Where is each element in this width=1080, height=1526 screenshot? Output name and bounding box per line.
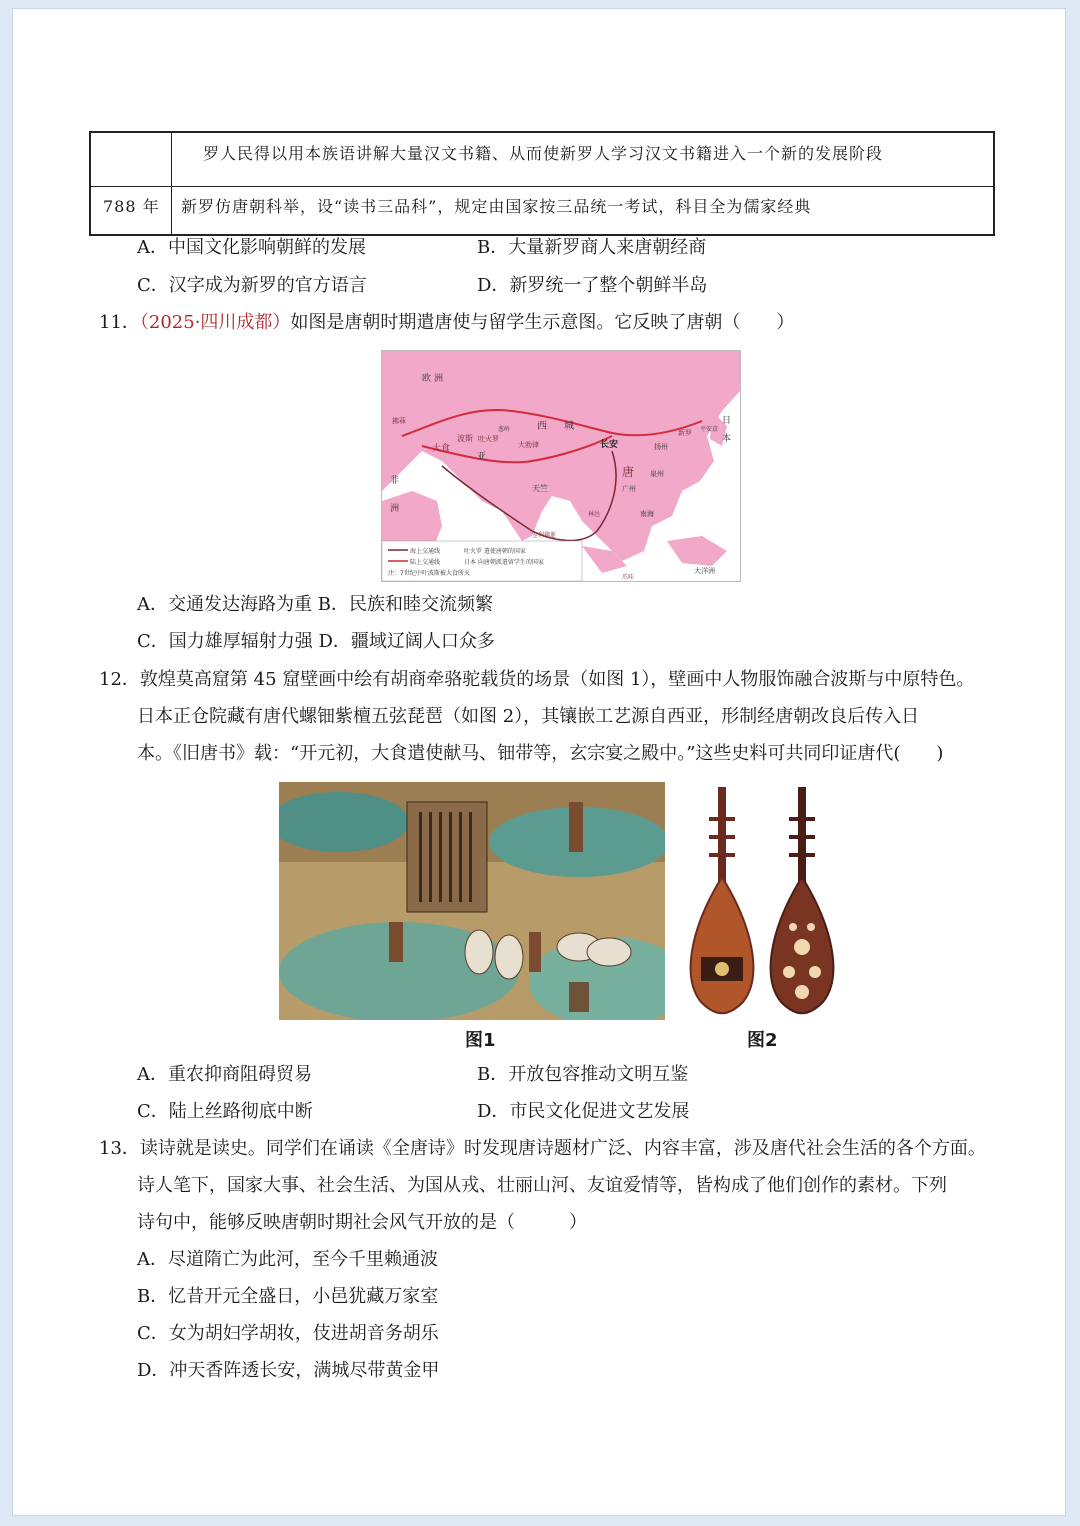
map-label: 大勃律 xyxy=(518,441,539,449)
map-label: 泉州 xyxy=(650,470,664,478)
pipa-graphic xyxy=(681,777,851,1025)
figure-1-caption: 图1 xyxy=(465,1030,496,1051)
map-label: 新罗 xyxy=(678,429,692,437)
option-a[interactable]: A．尽道隋亡为此河，至今千里赖通波 xyxy=(137,1249,438,1270)
table-cell-year: 788 年 xyxy=(103,197,160,216)
map-label: 吐火罗 xyxy=(478,435,499,443)
question-number: 11． xyxy=(99,312,140,333)
map-label: 天竺 xyxy=(532,484,548,493)
table-cell-text: 新罗仿唐朝科举，设“读书三品科”，规定由国家按三品统一考试，科目全为儒家经典 xyxy=(181,197,812,216)
legend-student: 日本 向唐朝派遣留学生的国家 xyxy=(464,559,544,566)
option-cd[interactable]: C．国力雄厚辐射力强 D．疆域辽阔人口众多 xyxy=(137,631,495,652)
map-label: 亚 xyxy=(477,452,487,462)
option-a[interactable]: A．中国文化影响朝鲜的发展 xyxy=(137,237,366,258)
map-label: 本 xyxy=(722,434,732,444)
map-label: 爪哇 xyxy=(622,574,635,581)
table-cell-text: 罗人民得以用本族语讲解大量汉文书籍、从而使新罗人学习汉文书籍进入一个新的发展阶段 xyxy=(203,144,884,163)
legend-envoy: 吐火罗 遣使唐朝的国家 xyxy=(464,548,526,555)
question-stem: 如图是唐朝时期遣唐使与留学生示意图。它反映了唐朝（ ） xyxy=(290,312,795,333)
map-label: 平安京 xyxy=(700,426,719,433)
map-label: 广州 xyxy=(622,485,636,493)
map-label: 城 xyxy=(564,421,574,432)
option-b[interactable]: B．大量新罗商人来唐朝经商 xyxy=(477,237,707,258)
question-11 xyxy=(99,310,794,336)
question-13-line: 诗人笔下，国家大事、社会生活、为国从戎、壮丽山河、友谊爱情等，皆构成了他们创作的素材。下列 xyxy=(137,1175,947,1196)
exam-page xyxy=(12,8,1066,1516)
option-d[interactable]: D．市民文化促进文艺发展 xyxy=(477,1101,690,1122)
map-label: 大食 xyxy=(432,444,451,454)
option-c[interactable]: C．汉字成为新罗的官方语言 xyxy=(137,275,367,296)
map-label: 南海 xyxy=(640,510,654,518)
map-label: 洲 xyxy=(434,374,444,384)
map-label-tang: 唐 xyxy=(622,465,635,479)
map-graphic xyxy=(382,351,740,581)
question-12-line: 12．敦煌莫高窟第 45 窟壁画中绘有胡商牵骆驼载货的场景（如图 1），壁画中人物服饰融合波斯与中原特色。 xyxy=(99,669,975,690)
map-label: 室利佛逝 xyxy=(532,532,557,539)
map-label: 波斯 xyxy=(457,434,473,443)
option-b[interactable]: B．忆昔开元全盛日，小邑犹藏万家室 xyxy=(137,1286,439,1307)
map-label: 林邑 xyxy=(588,511,601,518)
map-label: 大洋洲 xyxy=(694,567,715,575)
question-12-line: 日本正仓院藏有唐代螺钿紫檀五弦琵琶（如图 2），其镶嵌工艺源自西亚，形制经唐朝改良后传入日 xyxy=(137,706,920,727)
map-label: 扬州 xyxy=(654,443,668,451)
pipa-image xyxy=(681,777,851,1025)
option-d[interactable]: D．新罗统一了整个朝鲜半岛 xyxy=(477,275,708,296)
map-label: 西 xyxy=(537,421,547,432)
dunhuang-mural-image xyxy=(279,782,665,1020)
option-a[interactable]: A．重农抑商阻碍贸易 xyxy=(137,1064,312,1085)
option-d[interactable]: D．冲天香阵透长安，满城尽带黄金甲 xyxy=(137,1360,440,1381)
legend-land: 陆上交通线 xyxy=(410,559,441,566)
map-label: 非 xyxy=(390,476,400,486)
map-label: 葱岭 xyxy=(498,426,511,433)
option-b[interactable]: B．开放包容推动文明互鉴 xyxy=(477,1064,689,1085)
mural-graphic xyxy=(279,782,665,1020)
map-label: 日 xyxy=(722,416,732,426)
question-source: （2025·四川成都） xyxy=(139,312,291,333)
figure-2-caption: 图2 xyxy=(747,1030,778,1051)
option-c[interactable]: C．陆上丝路彻底中断 xyxy=(137,1101,313,1122)
legend-note: 注：7世纪中叶波斯被大食所灭 xyxy=(388,570,470,577)
question-13-line: 13．读诗就是读史。同学们在诵读《全唐诗》时发现唐诗题材广泛、内容丰富，涉及唐代社会生活的各个方面。 xyxy=(99,1138,986,1159)
question-13-line: 诗句中，能够反映唐朝时期社会风气开放的是（ ） xyxy=(137,1212,587,1233)
map-label-changan: 长安 xyxy=(600,440,619,450)
question-12-line: 本。《旧唐书》载：“开元初，大食遣使献马、钿带等，玄宗宴之殿中。”这些史料可共同印证唐代( ) xyxy=(137,743,944,764)
table-divider xyxy=(91,186,993,187)
map-label: 洲 xyxy=(390,504,400,514)
option-ab[interactable]: A．交通发达海路为重 B．民族和睦交流频繁 xyxy=(137,594,493,615)
legend-sea: 海上交通线 xyxy=(410,548,441,555)
option-c[interactable]: C．女为胡妇学胡妆，伎进胡音务胡乐 xyxy=(137,1323,439,1344)
tang-envoy-map xyxy=(381,350,741,582)
map-label: 拂菻 xyxy=(392,417,406,425)
table-divider xyxy=(171,133,172,234)
map-label: 欧 xyxy=(422,374,432,384)
history-table xyxy=(89,131,995,236)
